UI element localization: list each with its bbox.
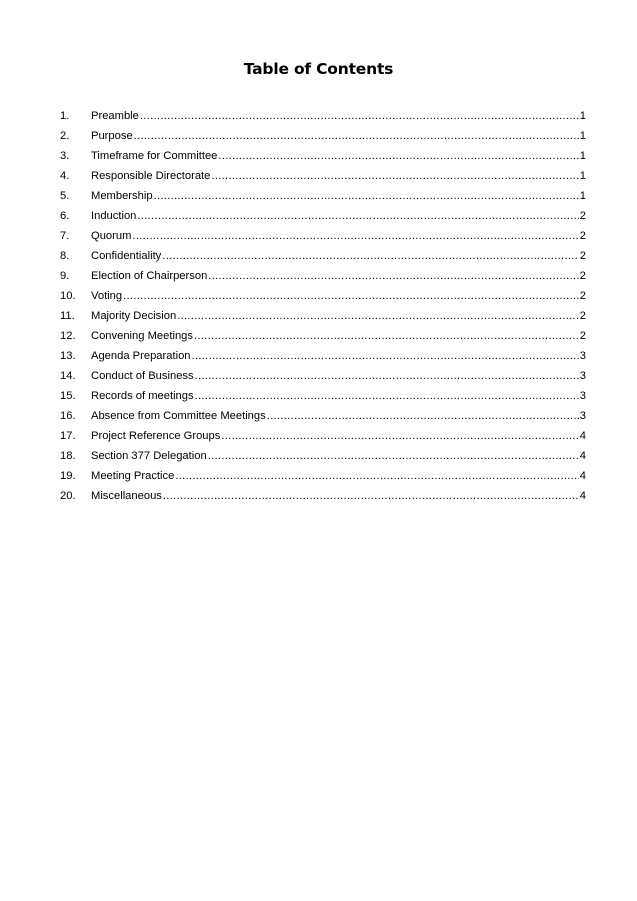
toc-entry-number: 4. [60, 170, 70, 182]
toc-entry-number: 20. [60, 490, 76, 502]
toc-entry-title: Membership [91, 190, 153, 202]
toc-entry-title: Timeframe for Committee [91, 150, 218, 162]
toc-dot-leader [208, 266, 578, 286]
toc-entry-number: 1. [60, 110, 70, 122]
toc-dot-leader [221, 426, 578, 446]
toc-dot-leader [211, 166, 578, 186]
toc-entry-page: 4 [579, 470, 586, 482]
toc-entry[interactable] [60, 406, 586, 426]
toc-entry-title: Confidentiality [91, 250, 162, 262]
toc-entry[interactable] [60, 126, 586, 146]
toc-entry[interactable] [60, 246, 586, 266]
toc-entry-title: Quorum [91, 230, 132, 242]
toc-entry[interactable] [60, 386, 586, 406]
toc-dot-leader [132, 226, 578, 246]
toc-entry-page: 1 [579, 190, 586, 202]
toc-entry-title: Section 377 Delegation [91, 450, 207, 462]
toc-entry-title: Miscellaneous [91, 490, 162, 502]
toc-entry[interactable] [60, 306, 586, 326]
toc-entry-number: 19. [60, 470, 76, 482]
toc-entry-page: 1 [579, 110, 586, 122]
toc-entry[interactable] [60, 226, 586, 246]
toc-entry-page: 3 [579, 390, 586, 402]
toc-entry-title: Project Reference Groups [91, 430, 221, 442]
toc-entry-number: 5. [60, 190, 70, 202]
toc-entry-number: 13. [60, 350, 76, 362]
toc-dot-leader [154, 186, 579, 206]
toc-dot-leader [192, 346, 579, 366]
toc-dot-leader [137, 206, 578, 226]
toc-entry-title: Meeting Practice [91, 470, 175, 482]
toc-entry-page: 4 [579, 490, 586, 502]
toc-entry-page: 2 [579, 210, 586, 222]
toc-dot-leader [267, 406, 579, 426]
toc-entry-number: 7. [60, 230, 70, 242]
toc-dot-leader [134, 126, 579, 146]
toc-dot-leader [195, 366, 579, 386]
page-title: Table of Contents [243, 60, 394, 78]
toc-entry-title: Conduct of Business [91, 370, 194, 382]
toc-entry[interactable] [60, 426, 586, 446]
toc-entry[interactable] [60, 186, 586, 206]
toc-entry[interactable] [60, 286, 586, 306]
toc-dot-leader [194, 326, 579, 346]
toc-entry[interactable] [60, 486, 586, 506]
toc-dot-leader [163, 486, 579, 506]
toc-entry[interactable] [60, 166, 586, 186]
toc-entry[interactable] [60, 266, 586, 286]
toc-entry-number: 17. [60, 430, 76, 442]
toc-entry-number: 10. [60, 290, 76, 302]
toc-entry-title: Election of Chairperson [91, 270, 208, 282]
toc-entry-page: 2 [579, 330, 586, 342]
toc-dot-leader [177, 306, 579, 326]
toc-entry-page: 3 [579, 350, 586, 362]
toc-entry-title: Records of meetings [91, 390, 194, 402]
toc-dot-leader [195, 386, 579, 406]
toc-entry[interactable] [60, 106, 586, 126]
toc-dot-leader [175, 466, 578, 486]
toc-entry-number: 15. [60, 390, 76, 402]
toc-entry-number: 18. [60, 450, 76, 462]
toc-entry[interactable] [60, 466, 586, 486]
toc-entry-page: 2 [579, 310, 586, 322]
toc-entry-page: 3 [579, 410, 586, 422]
toc-entry[interactable] [60, 346, 586, 366]
toc-entry-page: 1 [579, 130, 586, 142]
toc-entry-number: 16. [60, 410, 76, 422]
toc-entry-number: 11. [60, 310, 75, 322]
toc-entry-title: Majority Decision [91, 310, 177, 322]
toc-entry-number: 14. [60, 370, 76, 382]
toc-dot-leader [218, 146, 578, 166]
toc-entry-page: 3 [579, 370, 586, 382]
toc-entry-page: 2 [579, 250, 586, 262]
toc-entry-number: 12. [60, 330, 76, 342]
toc-entry-title: Convening Meetings [91, 330, 193, 342]
toc-dot-leader [162, 246, 578, 266]
toc-entry-number: 9. [60, 270, 70, 282]
toc-entry-number: 8. [60, 250, 70, 262]
toc-entry-title: Purpose [91, 130, 133, 142]
toc-dot-leader [123, 286, 579, 306]
toc-entry-page: 1 [579, 150, 586, 162]
toc-entry[interactable] [60, 366, 586, 386]
toc-entry-page: 2 [579, 230, 586, 242]
toc-entry-title: Preamble [91, 110, 139, 122]
toc-entry-title: Absence from Committee Meetings [91, 410, 266, 422]
toc-entry-page: 2 [579, 270, 586, 282]
toc-entry-page: 4 [579, 450, 586, 462]
toc-entry-number: 6. [60, 210, 70, 222]
toc-entry-title: Agenda Preparation [91, 350, 191, 362]
toc-entry-title: Voting [91, 290, 123, 302]
toc-entry[interactable] [60, 206, 586, 226]
toc-dot-leader [208, 446, 579, 466]
toc-entry-page: 2 [579, 290, 586, 302]
table-of-contents [60, 106, 586, 506]
toc-entry-page: 1 [579, 170, 586, 182]
toc-entry-title: Responsible Directorate [91, 170, 211, 182]
toc-entry[interactable] [60, 326, 586, 346]
toc-entry-page: 4 [579, 430, 586, 442]
toc-entry-number: 2. [60, 130, 70, 142]
toc-entry[interactable] [60, 446, 586, 466]
toc-dot-leader [140, 106, 579, 126]
toc-entry-number: 3. [60, 150, 70, 162]
toc-entry[interactable] [60, 146, 586, 166]
toc-entry-title: Induction [91, 210, 137, 222]
